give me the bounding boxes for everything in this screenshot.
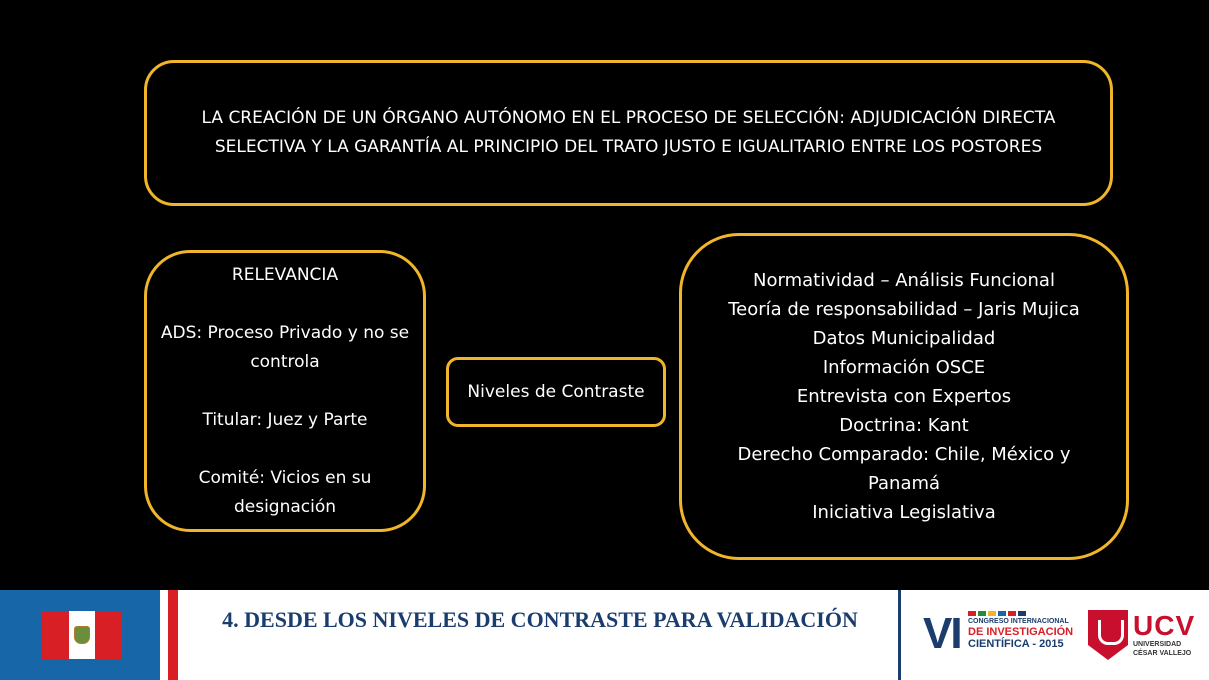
title-box — [144, 60, 1113, 206]
sources-box — [679, 233, 1129, 560]
footer-divider — [898, 590, 901, 680]
ucv-line2: CÉSAR VALLEJO — [1133, 650, 1192, 657]
red-stripe — [168, 590, 178, 680]
congress-text — [968, 618, 1073, 650]
relevance-item: ADS: Proceso Privado y no se controla — [160, 322, 410, 372]
source-item: Iniciativa Legislativa — [812, 502, 996, 523]
peru-flag-icon — [42, 611, 122, 659]
congress-logo-icon — [968, 611, 1026, 616]
source-item: Normatividad – Análisis Funcional — [753, 270, 1055, 291]
ucv-shield-icon — [1088, 610, 1128, 660]
congress-line1: CONGRESO INTERNACIONAL — [968, 618, 1069, 625]
congress-line2: DE INVESTIGACIÓN — [968, 626, 1074, 638]
congress-line3: CIENTÍFICA - 2015 — [968, 638, 1064, 650]
ucv-logo-text — [1133, 612, 1195, 658]
congress-number: VI — [923, 609, 961, 658]
source-item: Información OSCE — [822, 357, 986, 378]
source-item: Doctrina: Kant — [839, 415, 969, 436]
relevance-item: Titular: Juez y Parte — [202, 409, 368, 430]
relevance-box — [144, 250, 426, 532]
footer-bar — [0, 590, 1209, 680]
source-item: Entrevista con Expertos — [796, 386, 1012, 407]
ucv-line1: UNIVERSIDAD — [1133, 641, 1182, 648]
flag-panel — [0, 590, 160, 680]
source-item: Teoría de responsabilidad – Jaris Mujica — [728, 299, 1080, 320]
relevance-heading: RELEVANCIA — [231, 264, 339, 285]
ucv-acronym: UCV — [1133, 610, 1196, 641]
source-item: Datos Municipalidad — [812, 328, 996, 349]
source-item: Derecho Comparado: Chile, México y Panamá — [737, 444, 1071, 494]
levels-label: Niveles de Contraste — [467, 381, 645, 402]
relevance-item: Comité: Vicios en su designación — [198, 467, 372, 517]
levels-box — [446, 357, 666, 427]
footer-title: 4. DESDE LOS NIVELES DE CONTRASTE PARA VALIDACIÓN — [222, 607, 858, 632]
coat-of-arms-icon — [74, 626, 90, 644]
slide-title: LA CREACIÓN DE UN ÓRGANO AUTÓNOMO EN EL PROCESO DE SELECCIÓN: ADJUDICACIÓN DIRECTA SELECTIVA Y LA GARANTÍA AL PRINCIPIO DEL TRATO JUSTO E IGUALITARIO ENTRE LOS POSTORES — [201, 108, 1056, 157]
